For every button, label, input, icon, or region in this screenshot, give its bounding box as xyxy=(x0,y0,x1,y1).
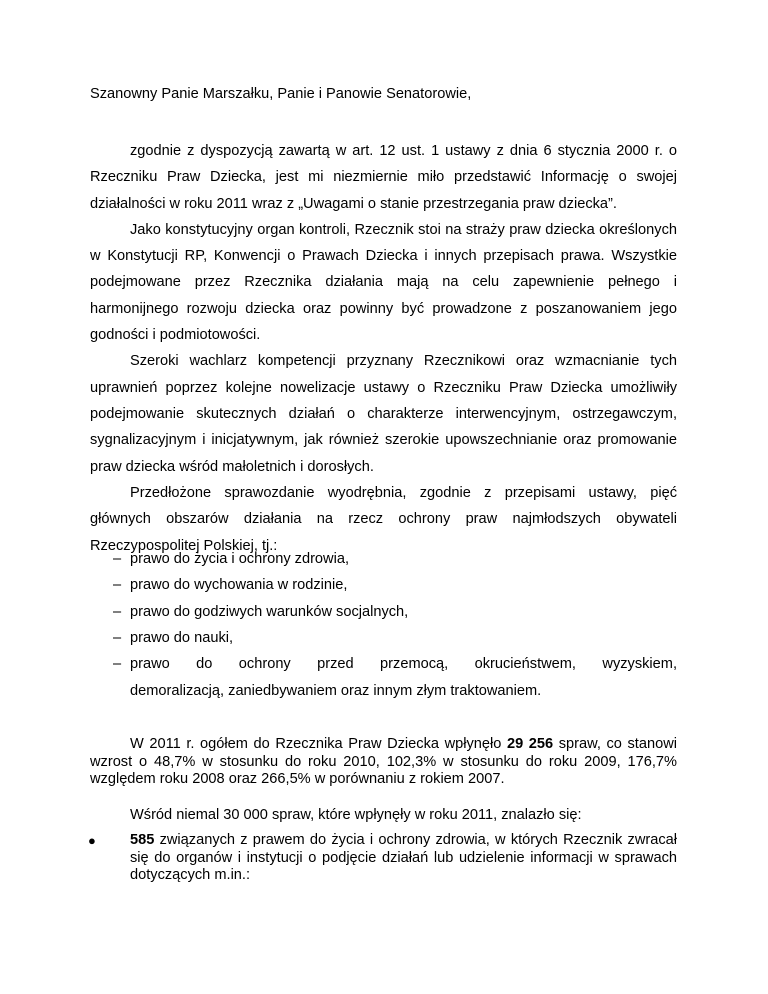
list-item-text: prawo do nauki, xyxy=(130,629,234,646)
list-item xyxy=(90,599,677,625)
paragraph-1 xyxy=(90,138,677,480)
paragraph-1-text: zgodnie z dyspozycją zawartą w art. 12 ust. 1 ustawy z dnia 6 stycznia 2000 r. o Rzeczniku Praw Dziecka, jest mi niezmiernie miło przedstawić Informację o swojej działalności w roku 2011 wraz z „Uwagami o stanie przestrzegania praw dziecka”. xyxy=(90,143,677,212)
bullet-item-description: związanych z prawem do życia i ochrony zdrowia, w których Rzecznik zwracał się do organów i instytucji o podjęcie działań lub udzielenie informacji w sprawach dotyczących m.in.: xyxy=(130,832,677,883)
paragraph-3-text: Szeroki wachlarz kompetencji przyznany Rzecznikowi oraz wzmacnianie tych uprawnień poprzez kolejne nowelizacje ustawy o Rzeczniku Praw Dziecka umożliwiły podejmowanie skutecznych działań o charakterze interwencyjnym, ostrzegawczym, sygnalizacyjnym i inicjatywnym, jak również szerokie upowszechnianie oraz promowanie praw dziecka wśród małoletnich i dorosłych. xyxy=(90,353,677,475)
paragraph-5 xyxy=(90,736,677,789)
dash-marker: – xyxy=(113,656,122,673)
list-item xyxy=(90,625,677,651)
list-item xyxy=(90,572,677,598)
dash-marker: – xyxy=(113,551,122,567)
health-cases-count: 585 xyxy=(130,832,155,848)
bullet-icon: ● xyxy=(88,833,96,848)
list-item xyxy=(90,546,677,572)
paragraph-5-text-end: spraw, co stanowi wzrost o 48,7% w stosunku do roku 2010, 102,3% w stosunku do roku 2009, 176,7% względem roku 2008 oraz 266,5% w porównaniu z rokiem 2007. xyxy=(90,736,677,787)
bullet-item xyxy=(88,832,679,885)
areas-list xyxy=(90,546,677,677)
bullet-item-text xyxy=(130,832,677,885)
paragraph-6: Wśród niemal 30 000 spraw, które wpłynęły w roku 2011, znalazło się: xyxy=(130,807,582,823)
list-item xyxy=(90,651,677,677)
paragraph-4: Przedłożone sprawozdanie wyodrębnia, zgodnie z przepisami ustawy, pięć głównych obszarów działania na rzecz ochrony praw najmłodszych obywateli Rzeczypospolitej Polskiej, tj.: xyxy=(90,485,677,554)
document-page xyxy=(90,0,677,994)
dash-marker: – xyxy=(113,629,122,646)
list-item-text: prawo do życia i ochrony zdrowia, xyxy=(130,551,350,567)
list-item-text: prawo do wychowania w rodzinie, xyxy=(130,577,348,594)
paragraph-2-text: Jako konstytucyjny organ kontroli, Rzecznik stoi na straży praw dziecka określonych w Konstytucji RP, Konwencji o Prawach Dziecka i innych przepisach prawa. Wszystkie podejmowane przez Rzecznika działania mają na celu zapewnienie pełnego i harmonijnego rozwoju dziecka oraz powinny być prowadzone z poszanowaniem jego godności i podmiotowości. xyxy=(90,221,677,344)
list-item-text: prawo do ochrony przed przemocą, okrucieństwem, wyzyskiem, xyxy=(130,656,677,673)
total-cases-count: 29 256 xyxy=(506,736,554,752)
dash-marker: – xyxy=(113,577,122,594)
dash-marker: – xyxy=(113,603,122,620)
list-item-continuation: demoralizacją, zaniedbywaniem oraz innym złym traktowaniem. xyxy=(130,683,542,699)
list-item-text: prawo do godziwych warunków socjalnych, xyxy=(130,603,409,620)
salutation: Szanowny Panie Marszałku, Panie i Panowie Senatorowie, xyxy=(90,86,472,102)
paragraph-5-text-start: W 2011 r. ogółem do Rzecznika Praw Dziecka wpłynęło xyxy=(130,736,507,752)
